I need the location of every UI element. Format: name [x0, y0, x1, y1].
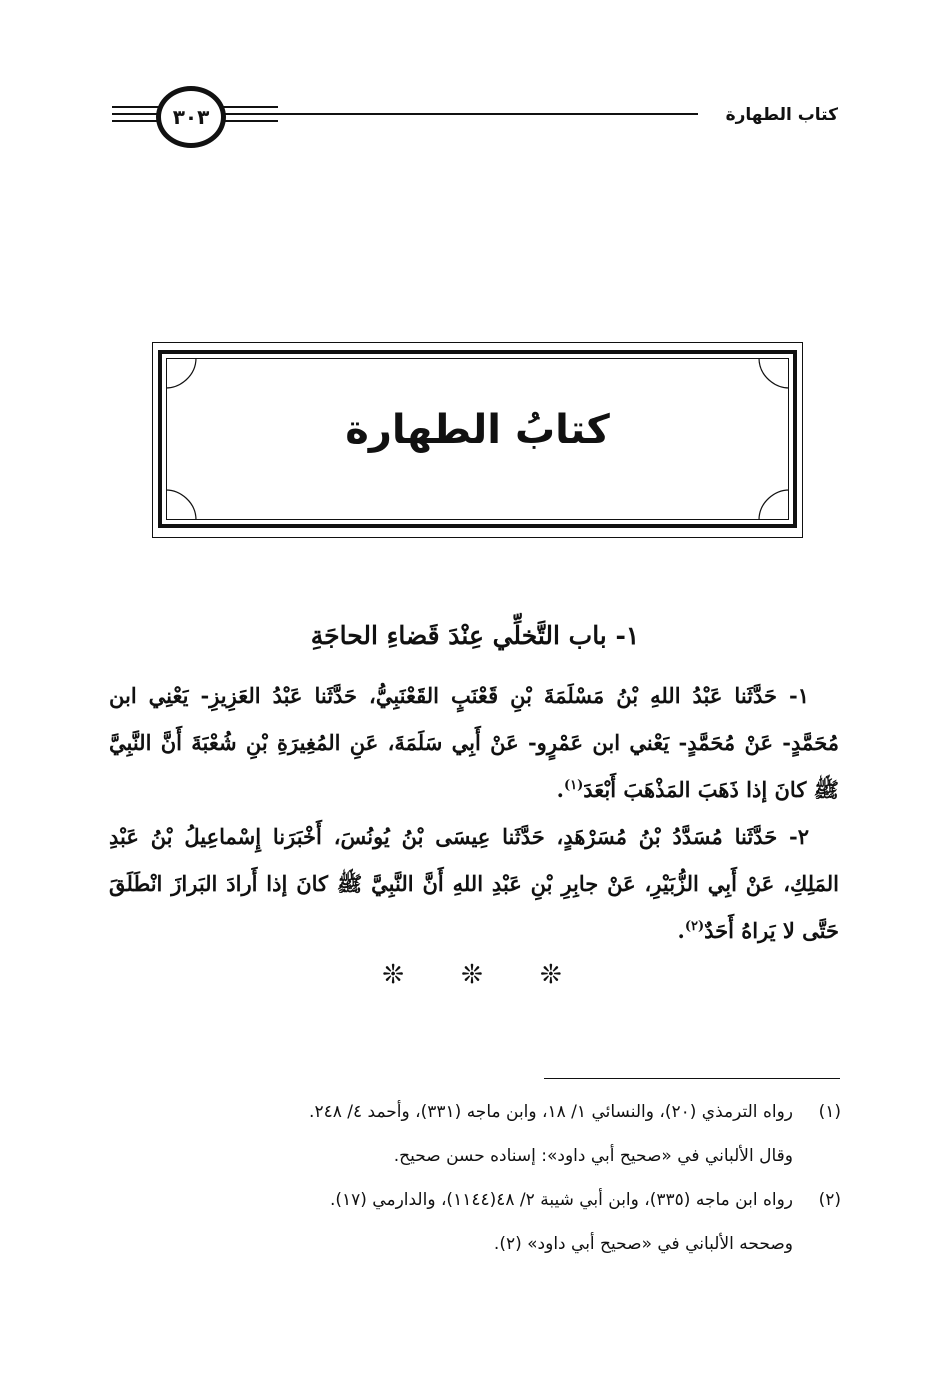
- footnote-line: وصححه الألباني في «صحيح أبي داود» (٢).: [493, 1234, 793, 1254]
- footnote-line: وقال الألباني في «صحيح أبي داود»: إسناده حسن صحيح.: [393, 1146, 793, 1166]
- chapter-heading: ١- باب التَّخلِّي عِنْدَ قَضاءِ الحاجَةِ: [310, 621, 640, 650]
- hadith-end: .: [556, 777, 564, 802]
- hadith-body: [109, 672, 839, 954]
- footnote-number: (٢): [818, 1190, 841, 1210]
- asterism-icon: ❊: [382, 960, 411, 990]
- footnote-reference[interactable]: (٢): [684, 919, 705, 934]
- page-number-circle: [156, 86, 226, 148]
- frame-corner-ornament-top-left: [166, 358, 200, 392]
- footnote-rule: [544, 1078, 840, 1079]
- book-title: كتابُ الطهارة: [345, 407, 610, 453]
- footnote-line: رواه الترمذي (٢٠)، والنسائي ١/ ١٨، وابن ماجه (٣٣١)، وأحمد ٤/ ٢٤٨.: [309, 1102, 793, 1122]
- footnote: [111, 1090, 841, 1178]
- frame-corner-ornament-top-right: [755, 358, 789, 392]
- frame-corner-ornament-bottom-left: [166, 486, 200, 520]
- hadith-text: ٢- حَدَّثَنا مُسَدَّدُ بْنُ مُسَرْهَدٍ، حَدَّثَنا عِيسَى بْنُ يُونُسَ، أَخْبَرَنا إِسْماعِيلُ بْنُ عَبْدِ المَلِكِ، عَنْ أَبِي الزُّبَيْرِ، عَنْ جابِرِ بْنِ عَبْدِ اللهِ أَنَّ النَّبِيَّ ﷺ كانَ إذا أَرادَ البَرازَ انْطَلَقَ حَتَّى لا يَراهُ أَحَدٌ: [109, 824, 839, 943]
- hadith-end: .: [677, 918, 685, 943]
- footnotes: [111, 1090, 841, 1266]
- header-title: كتاب الطهارة: [720, 104, 838, 126]
- footnote-number: (١): [818, 1102, 841, 1122]
- footnote-line: رواه ابن ماجه (٣٣٥)، وابن أبي شيبة ٢/ ٤٨(١١٤٤)، والدارمي (١٧).: [329, 1190, 793, 1210]
- footnote-reference[interactable]: (١): [563, 778, 584, 793]
- page-number: ٣٠٣: [172, 105, 210, 129]
- footnote: [111, 1178, 841, 1266]
- hadith-text: ١- حَدَّثَنا عَبْدُ اللهِ بْنُ مَسْلَمَةَ بْنِ قَعْنَبٍ القَعْنَبِيُّ، حَدَّثَنا عَبْدُ العَزِيزِ- يَعْنِي ابن مُحَمَّدٍ- عَنْ مُحَمَّدٍ- يَعْني ابن عَمْرٍو- عَنْ أَبِي سَلَمَةَ، عَنِ المُغِيرَةِ بْنِ شُعْبَةَ أَنَّ النَّبِيَّ ﷺ كانَ إذا ذَهَبَ المَذْهَبَ أَبْعَدَ: [109, 683, 839, 802]
- hadith-paragraph: [109, 672, 839, 813]
- asterism-icon: ❊: [539, 960, 568, 990]
- running-header: [112, 86, 838, 152]
- hadith-paragraph: [109, 813, 839, 954]
- asterism-icon: ❊: [461, 960, 489, 990]
- section-separator: [112, 960, 838, 990]
- frame-corner-ornament-bottom-right: [755, 486, 789, 520]
